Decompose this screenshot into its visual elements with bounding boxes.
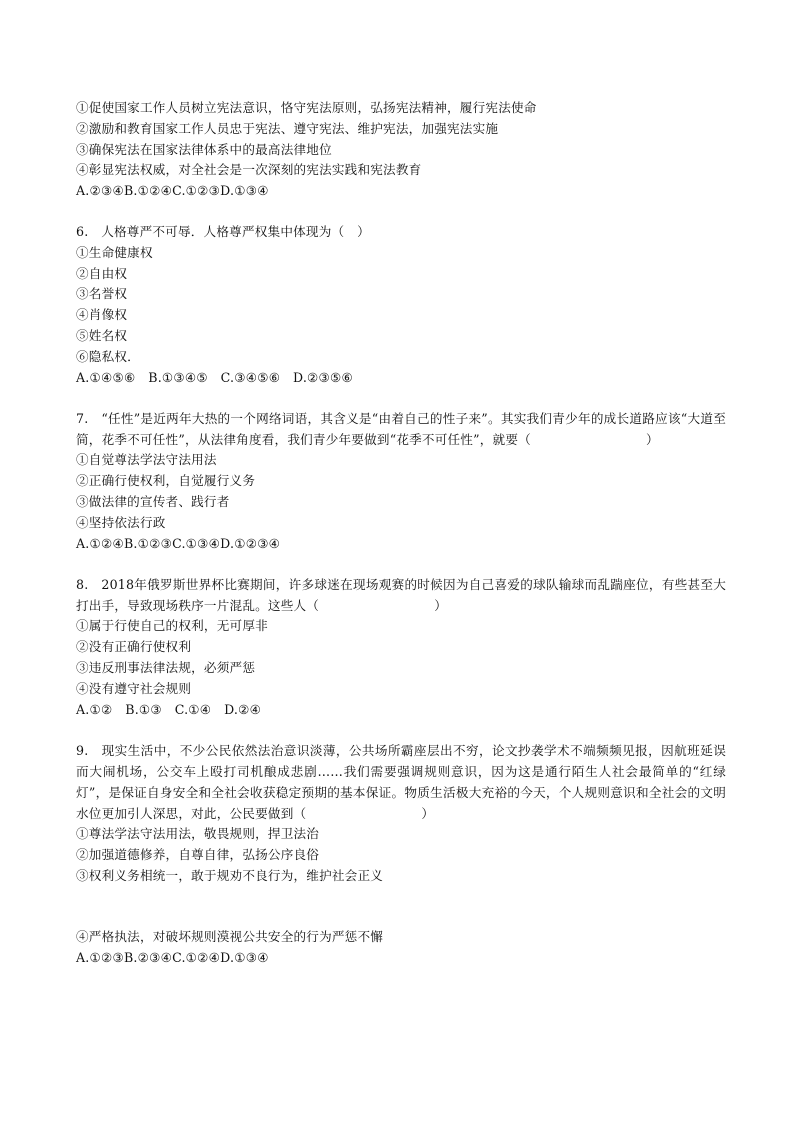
option: ④严格执法，对破坏规则漠视公共安全的行为严惩不懈 (76, 928, 384, 944)
question-8 (76, 574, 726, 720)
blank-gap (76, 887, 726, 927)
option: ②自由权 (76, 265, 128, 281)
option: ③确保宪法在国家法律体系中的最高法律地位 (76, 141, 332, 157)
option: ③名誉权 (76, 286, 128, 302)
option: ①促使国家工作人员树立宪法意识，恪守宪法原则，弘扬宪法精神，履行宪法使命 (76, 100, 537, 115)
option: ③违反刑事法律法规，必须严惩 (76, 659, 256, 675)
option: ②激励和教育国家工作人员忠于宪法、遵守宪法、维护宪法，加强宪法实施 (76, 120, 499, 136)
option: ③权利义务相统一，敢于规劝不良行为，维护社会正义 (76, 867, 384, 883)
question-stem: 6. 人格尊严不可辱．人格尊严权集中体现为（ ） (76, 223, 370, 239)
option: ①属于行使自己的权利，无可厚非 (76, 618, 268, 634)
answer-choices: A.①②④B.①②③C.①③④D.①②③④ (76, 535, 281, 551)
answer-choices: A.①② B.①③ C.①④ D.②④ (76, 701, 262, 717)
option: ⑥隐私权． (76, 348, 140, 364)
option: ④彰显宪法权威，对全社会是一次深刻的宪法实践和宪法教育 (76, 162, 422, 178)
option: ①生命健康权 (76, 244, 153, 260)
answer-choices: A.②③④B.①②④C.①②③D.①③④ (76, 183, 269, 199)
option: ④坚持依法行政 (76, 514, 166, 530)
option: ②加强道德修养，自尊自律，弘扬公序良俗 (76, 847, 320, 863)
question-stem: 8. 2018年俄罗斯世界杯比赛期间，许多球迷在现场观赛的时候因为自己喜爱的球队输球而乱踹座位，有些甚至大打出手，导致现场秩序一片混乱。这些人（ ） (76, 577, 726, 614)
option: ④没有遵守社会规则 (76, 680, 192, 696)
option: ①自觉尊法学法守法用法 (76, 452, 217, 468)
question-9 (76, 740, 726, 968)
answer-choices: A.①④⑤⑥ B.①③④⑤ C.③④⑤⑥ D.②③⑤⑥ (76, 369, 354, 385)
document-page (76, 98, 726, 968)
question-7 (76, 408, 726, 554)
answer-choices: A.①②③B.②③④C.①②④D.①③④ (76, 949, 269, 965)
option: ②正确行使权利，自觉履行义务 (76, 473, 256, 489)
option: ①尊法学法守法用法，敬畏规则，捍卫法治 (76, 826, 320, 842)
question-stem: 7. “任性”是近两年大热的一个网络词语，其含义是“由着自己的性子来”。其实我们青少年的成长道路应该“大道至简，花季不可任性”，从法律角度看，我们青少年要做到“花季不可任性”，就要（ ） (76, 411, 726, 448)
option: ③做法律的宣传者、践行者 (76, 493, 230, 509)
option: ⑤姓名权 (76, 327, 128, 343)
question-6 (76, 222, 726, 388)
option: ②没有正确行使权利 (76, 639, 192, 655)
question-stem: 9. 现实生活中，不少公民依然法治意识淡薄，公共场所霸座层出不穷，论文抄袭学术不端频频见报，因航班延误而大闹机场，公交车上殴打司机酿成悲剧……我们需要强调规则意识，因为这是通行陌生人社会最简单的“红绿灯”，是保证自身安全和全社会收获稳定预期的基本保证。物质生活极大充裕的今天，个人规则意识和全社会的文明水位更加引人深思，对此，公民要做到（ ） (76, 743, 726, 822)
question-5 (76, 98, 726, 202)
option: ④肖像权 (76, 307, 128, 323)
